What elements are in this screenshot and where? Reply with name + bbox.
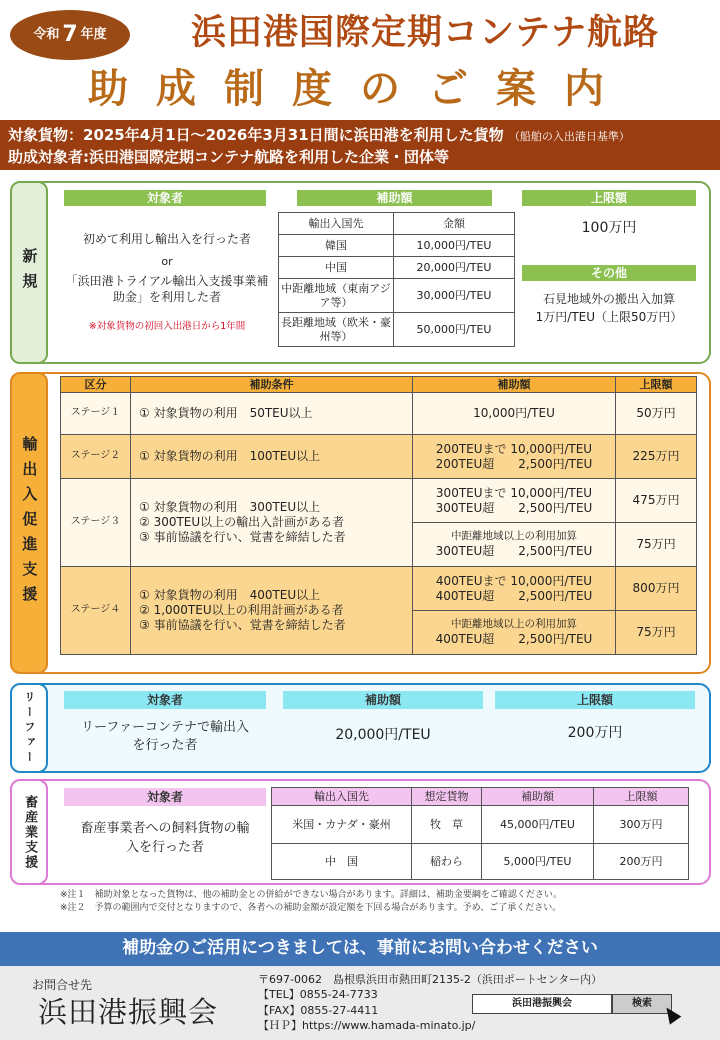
new-col-amount: 金額: [394, 213, 515, 235]
ls-cargo: 牧 草: [412, 806, 482, 844]
stage-add-head: 中距離地域以上の利用加算: [451, 618, 577, 631]
stage-add-amount: 300TEU超 2,500円/TEU: [435, 543, 593, 558]
new-limit: 100万円: [581, 220, 637, 236]
promo-col-amount: 補助額: [413, 377, 616, 393]
new-dest: 長距離地域（欧米・豪州等）: [279, 313, 394, 347]
promo-col-stage: 区分: [61, 377, 131, 393]
address: 〒697-0062 島根県浜田市熱田町2135-2（浜田ポートセンター内）: [258, 973, 603, 986]
reefer-target-head: 対象者: [64, 691, 266, 709]
stage-amount-2: 400TEU超 2,500円/TEU: [435, 588, 593, 603]
ls-col-cargo: 想定貨物: [412, 788, 482, 806]
stage-amount-2: 200TEU超 2,500円/TEU: [435, 456, 593, 471]
promo-col-limit: 上限額: [616, 377, 697, 393]
livestock-table: [271, 787, 689, 880]
inquiry-banner: 補助金のご活用につきましては、事前にお問い合わせください: [0, 932, 720, 966]
table-row: [61, 393, 697, 435]
livestock-target: 畜産事業者への飼料貨物の輸入を行った者: [80, 821, 250, 855]
badge-suffix: 年度: [80, 26, 107, 42]
stage-condition: ① 対象貨物の利用 50TEU以上: [131, 393, 413, 435]
ls-limit: 200万円: [594, 844, 689, 880]
stage-amount-1: 200TEUまで 10,000円/TEU: [435, 441, 593, 456]
new-other-1: 石見地域外の搬出入加算: [542, 292, 675, 306]
new-dest: 中国: [279, 257, 394, 279]
ls-amount: 5,000円/TEU: [482, 844, 594, 880]
new-dest: 韓国: [279, 235, 394, 257]
new-amount: 20,000円/TEU: [394, 257, 515, 279]
new-other-head: その他: [522, 265, 696, 281]
stage-condition-2: ② 300TEU以上の輸出入計画がある者: [139, 515, 345, 529]
promo-col-condition: 補助条件: [131, 377, 413, 393]
ls-col-limit: 上限額: [594, 788, 689, 806]
livestock-target-head: 対象者: [64, 788, 266, 806]
section-promotion-tab: 輸出入促進支援: [10, 372, 48, 674]
stage-condition: ① 対象貨物の利用 100TEU以上: [131, 435, 413, 479]
fiscal-year-badge: [10, 10, 130, 60]
table-row: [279, 235, 515, 257]
reefer-limit: 200万円: [567, 725, 623, 742]
stage-add-amount: 400TEU超 2,500円/TEU: [435, 631, 593, 646]
stage-label: ステージ２: [61, 435, 131, 479]
badge-era: 令和: [33, 26, 60, 42]
table-row: [61, 435, 697, 479]
new-subsidy-head: 補助額: [297, 190, 492, 206]
table-row: [272, 844, 689, 880]
stage-limit: 225万円: [616, 435, 697, 479]
stage-limit: 475万円: [616, 479, 697, 523]
stage-add-limit: 75万円: [616, 611, 697, 655]
stage-amount-1: 300TEUまで 10,000円/TEU: [435, 485, 593, 500]
ls-dest: 米国・カナダ・豪州: [272, 806, 412, 844]
stage-condition-1: ① 対象貨物の利用 400TEU以上: [139, 588, 321, 602]
section-livestock-tab: 畜産業支援: [10, 779, 48, 885]
table-row: [61, 567, 697, 611]
new-target-head: 対象者: [64, 190, 266, 206]
new-dest: 中距離地域（東南アジア等）: [279, 279, 394, 313]
ls-dest: 中 国: [272, 844, 412, 880]
summary-cargo-note: （船舶の入出港日基準）: [508, 130, 630, 143]
ls-amount: 45,000円/TEU: [482, 806, 594, 844]
new-target-2: 「浜田港トライアル輸出入支援事業補助金」を利用した者: [65, 274, 269, 305]
homepage-link[interactable]: 【ＨＰ】https://www.hamada-minato.jp/: [258, 1019, 476, 1033]
table-row: [279, 313, 515, 347]
search-button[interactable]: 検索: [612, 994, 672, 1014]
table-row: [61, 479, 697, 523]
stage-add-head: 中距離地域以上の利用加算: [451, 530, 577, 543]
reefer-amount: 20,000円/TEU: [335, 727, 431, 744]
new-limit-head: 上限額: [522, 190, 696, 206]
stage-amount: 10,000円/TEU: [413, 393, 616, 435]
stage-amount-1: 400TEUまで 10,000円/TEU: [435, 573, 593, 588]
summary-target: 助成対象者:浜田港国際定期コンテナ航路を利用した企業・団体等: [8, 147, 450, 166]
contact-label: お問合せ先: [32, 978, 93, 992]
stage-label: ステージ３: [61, 479, 131, 567]
table-row: [279, 279, 515, 313]
new-subsidy-table: [278, 212, 515, 347]
stage-add-limit: 75万円: [616, 523, 697, 567]
table-row: [272, 806, 689, 844]
section-reefer-tab: リーファー: [10, 683, 48, 773]
promotion-table: [60, 376, 697, 655]
note-2: ※注２ 予算の範囲内で交付となりますので、各者への補助金額が設定額を下回る場合があります。予め、ご了承ください。: [60, 903, 562, 914]
tel: 【TEL】0855-24-7733: [258, 988, 378, 1002]
stage-limit: 800万円: [616, 567, 697, 611]
new-other-2: 1万円/TEU（上限50万円）: [535, 310, 683, 324]
ls-col-amount: 補助額: [482, 788, 594, 806]
new-target-or: or: [161, 255, 173, 268]
notes: [60, 889, 715, 915]
stage-condition-3: ③ 事前協議を行い、覚書を締結した者: [139, 530, 346, 544]
badge-year: 7: [62, 22, 78, 48]
organization-name: 浜田港振興会: [38, 995, 219, 1029]
stage-condition-2: ② 1,000TEU以上の利用計画がある者: [139, 603, 344, 617]
new-amount: 10,000円/TEU: [394, 235, 515, 257]
note-1: ※注１ 補助対象となった貨物は、他の補助金との併給ができない場合があります。詳細は、補助金要綱をご確認ください。: [60, 890, 562, 900]
new-amount: 50,000円/TEU: [394, 313, 515, 347]
section-new-tab: 新規: [10, 181, 48, 364]
ls-limit: 300万円: [594, 806, 689, 844]
stage-condition-1: ① 対象貨物の利用 300TEU以上: [139, 500, 321, 514]
new-col-dest: 輸出入国先: [279, 213, 394, 235]
summary-bar: [0, 120, 720, 170]
stage-condition-3: ③ 事前協議を行い、覚書を締結した者: [139, 618, 346, 632]
stage-limit: 50万円: [616, 393, 697, 435]
new-target-1: 初めて利用し輸出入を行った者: [82, 232, 251, 246]
new-target-note: ※対象貨物の初回入出港日から1年間: [88, 321, 246, 332]
page-title: 浜田港国際定期コンテナ航路: [190, 13, 659, 54]
stage-label: ステージ４: [61, 567, 131, 655]
stage-amount-2: 300TEU超 2,500円/TEU: [435, 500, 593, 515]
reefer-target: リーファーコンテナで輸出入を行った者: [80, 720, 250, 754]
reefer-limit-head: 上限額: [495, 691, 695, 709]
ls-col-dest: 輸出入国先: [272, 788, 412, 806]
reefer-subsidy-head: 補助額: [283, 691, 483, 709]
table-row: [279, 257, 515, 279]
page-subtitle: 助成制度のご案内: [88, 66, 632, 112]
fax: 【FAX】0855-27-4411: [258, 1003, 379, 1017]
new-amount: 30,000円/TEU: [394, 279, 515, 313]
stage-label: ステージ１: [61, 393, 131, 435]
summary-cargo: 対象貨物：2025年4月1日～2026年3月31日間に浜田港を利用した貨物: [8, 126, 504, 144]
ls-cargo: 稲わら: [412, 844, 482, 880]
search-box[interactable]: 浜田港振興会: [472, 994, 612, 1014]
